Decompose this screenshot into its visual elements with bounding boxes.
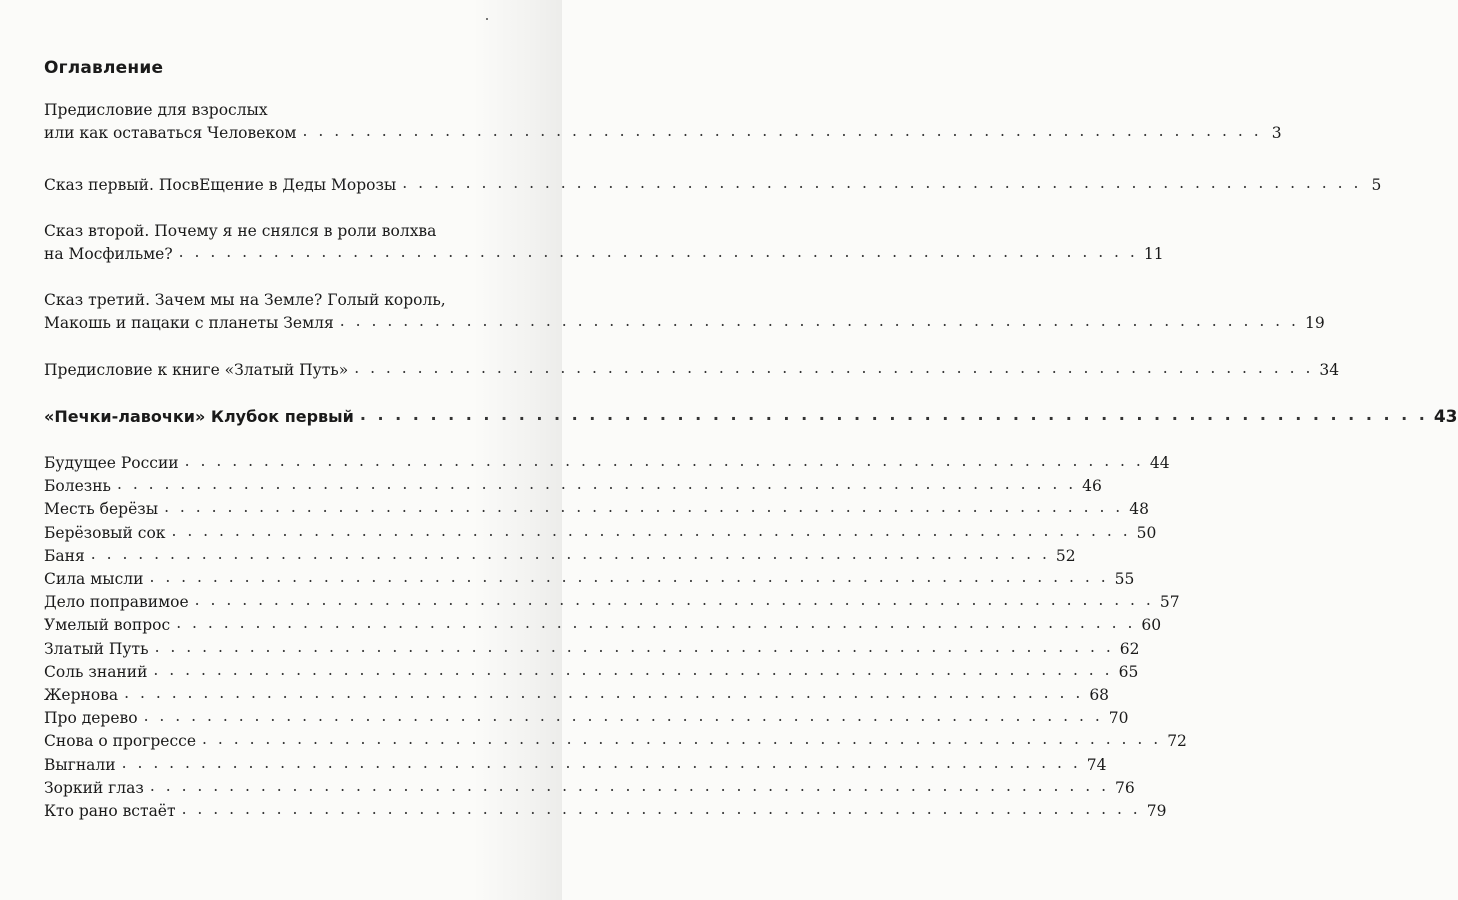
entry-title-line: или как оставаться Человеком xyxy=(44,124,297,142)
entry-title-line: Макошь и пацаки с планеты Земля xyxy=(44,314,334,332)
page-number: 48 xyxy=(1129,500,1149,519)
page-number: 60 xyxy=(1141,616,1162,635)
page-number: 74 xyxy=(1086,755,1107,774)
page-number: 50 xyxy=(1136,523,1157,542)
toc-chapter-entry[interactable] xyxy=(44,476,1102,496)
leader-dots xyxy=(195,590,1154,610)
page-number: 11 xyxy=(1143,245,1164,263)
leader-dots xyxy=(122,753,1081,773)
chapter-title: Дело поправимое xyxy=(44,593,189,612)
leader-dots xyxy=(153,660,1112,680)
page-number: 72 xyxy=(1167,732,1187,751)
toc-heading: Оглавление xyxy=(44,58,164,78)
leader-dots xyxy=(117,474,1076,494)
leader-dots xyxy=(144,706,1103,726)
toc-chapter-entry[interactable] xyxy=(44,546,1076,566)
leader-dots xyxy=(185,451,1144,471)
toc-entry-preface[interactable] xyxy=(44,99,1282,145)
chapter-title: Про дерево xyxy=(44,709,138,728)
toc-chapter-entry[interactable] xyxy=(44,615,1162,635)
page-number: 55 xyxy=(1114,570,1135,588)
chapter-title: Баня xyxy=(44,546,85,565)
page-number: 68 xyxy=(1089,686,1110,704)
leader-dots xyxy=(149,567,1108,587)
leader-dots xyxy=(171,521,1130,541)
leader-dots xyxy=(340,310,1299,333)
page-number: 76 xyxy=(1115,778,1135,797)
chapter-title: Кто рано встаёт xyxy=(44,802,176,820)
page-number: 65 xyxy=(1118,662,1139,681)
toc-entry-tale-3[interactable] xyxy=(44,289,1325,335)
toc-chapter-entry[interactable] xyxy=(44,592,1180,612)
toc-chapter-entry[interactable] xyxy=(44,731,1187,751)
chapter-title: Месть берёзы xyxy=(44,500,159,519)
leader-dots xyxy=(179,241,1138,264)
page-number: 5 xyxy=(1371,176,1382,194)
leader-dots xyxy=(182,799,1141,819)
chapter-title: Выгнали xyxy=(44,755,116,774)
entry-title: Сказ первый. ПосвЕщение в Деды Морозы xyxy=(44,176,397,194)
toc-chapter-entry[interactable] xyxy=(44,569,1135,589)
section-title: «Печки-лавочки» Клубок первый xyxy=(44,407,354,426)
entry-title-line: Сказ второй. Почему я не снялся в роли волхва xyxy=(44,222,437,240)
leader-dots xyxy=(402,172,1361,195)
entry-title-line: на Мосфильме? xyxy=(44,245,173,263)
leader-dots xyxy=(202,729,1161,749)
entry-title-line: Сказ третий. Зачем мы на Земле? Голый король, xyxy=(44,291,446,309)
page-number: 3 xyxy=(1271,124,1282,142)
toc-chapter-entry[interactable] xyxy=(44,453,1170,473)
page-number: 44 xyxy=(1149,454,1170,472)
leader-dots xyxy=(302,120,1261,143)
page-number: 62 xyxy=(1119,639,1140,658)
leader-dots xyxy=(150,776,1109,796)
toc-chapter-entry[interactable] xyxy=(44,499,1149,519)
toc-chapter-entry[interactable] xyxy=(44,755,1107,775)
chapter-title: Жернова xyxy=(44,686,119,704)
page-number: 43 xyxy=(1433,407,1458,427)
leader-dots xyxy=(164,497,1123,517)
page-number: 79 xyxy=(1146,802,1167,820)
page-number: 19 xyxy=(1304,314,1325,332)
toc-entry-tale-1[interactable] xyxy=(44,174,1382,197)
page-number: 57 xyxy=(1159,593,1180,612)
page-number: 70 xyxy=(1108,709,1129,728)
page-number: 52 xyxy=(1055,546,1076,565)
toc-chapter-entry[interactable] xyxy=(44,708,1129,728)
toc-chapter-entry[interactable] xyxy=(44,662,1139,682)
toc-chapter-entry[interactable] xyxy=(44,685,1110,705)
entry-title: Предисловие к книге «Златый Путь» xyxy=(44,361,349,379)
toc-chapter-entry[interactable] xyxy=(44,523,1157,543)
chapter-title: Соль знаний xyxy=(44,662,148,681)
chapter-title: Умелый вопрос xyxy=(44,616,171,635)
leader-dots xyxy=(360,403,1428,426)
toc-entry-tale-2[interactable] xyxy=(44,220,1164,266)
chapter-title: Златый Путь xyxy=(44,639,149,658)
toc-entry-preface-golden-path[interactable] xyxy=(44,359,1340,382)
page-number: 34 xyxy=(1319,361,1340,379)
leader-dots xyxy=(124,683,1083,703)
chapter-title: Сила мысли xyxy=(44,570,144,588)
toc-section-heading[interactable] xyxy=(44,405,1458,429)
chapter-title: Будущее России xyxy=(44,454,179,472)
chapter-title: Болезнь xyxy=(44,477,111,496)
leader-dots xyxy=(176,613,1135,633)
chapter-title: Зоркий глаз xyxy=(44,778,144,797)
toc-chapter-entry[interactable] xyxy=(44,801,1167,821)
leader-dots xyxy=(354,357,1313,380)
leader-dots xyxy=(91,544,1050,564)
page-number: 46 xyxy=(1082,477,1102,496)
leader-dots xyxy=(155,637,1114,657)
print-mark xyxy=(486,18,488,20)
toc-chapter-entry[interactable] xyxy=(44,778,1135,798)
chapter-title: Берёзовый сок xyxy=(44,523,166,542)
entry-title-line: Предисловие для взрослых xyxy=(44,101,268,119)
toc-chapter-entry[interactable] xyxy=(44,639,1140,659)
chapter-title: Снова о прогрессе xyxy=(44,732,197,751)
